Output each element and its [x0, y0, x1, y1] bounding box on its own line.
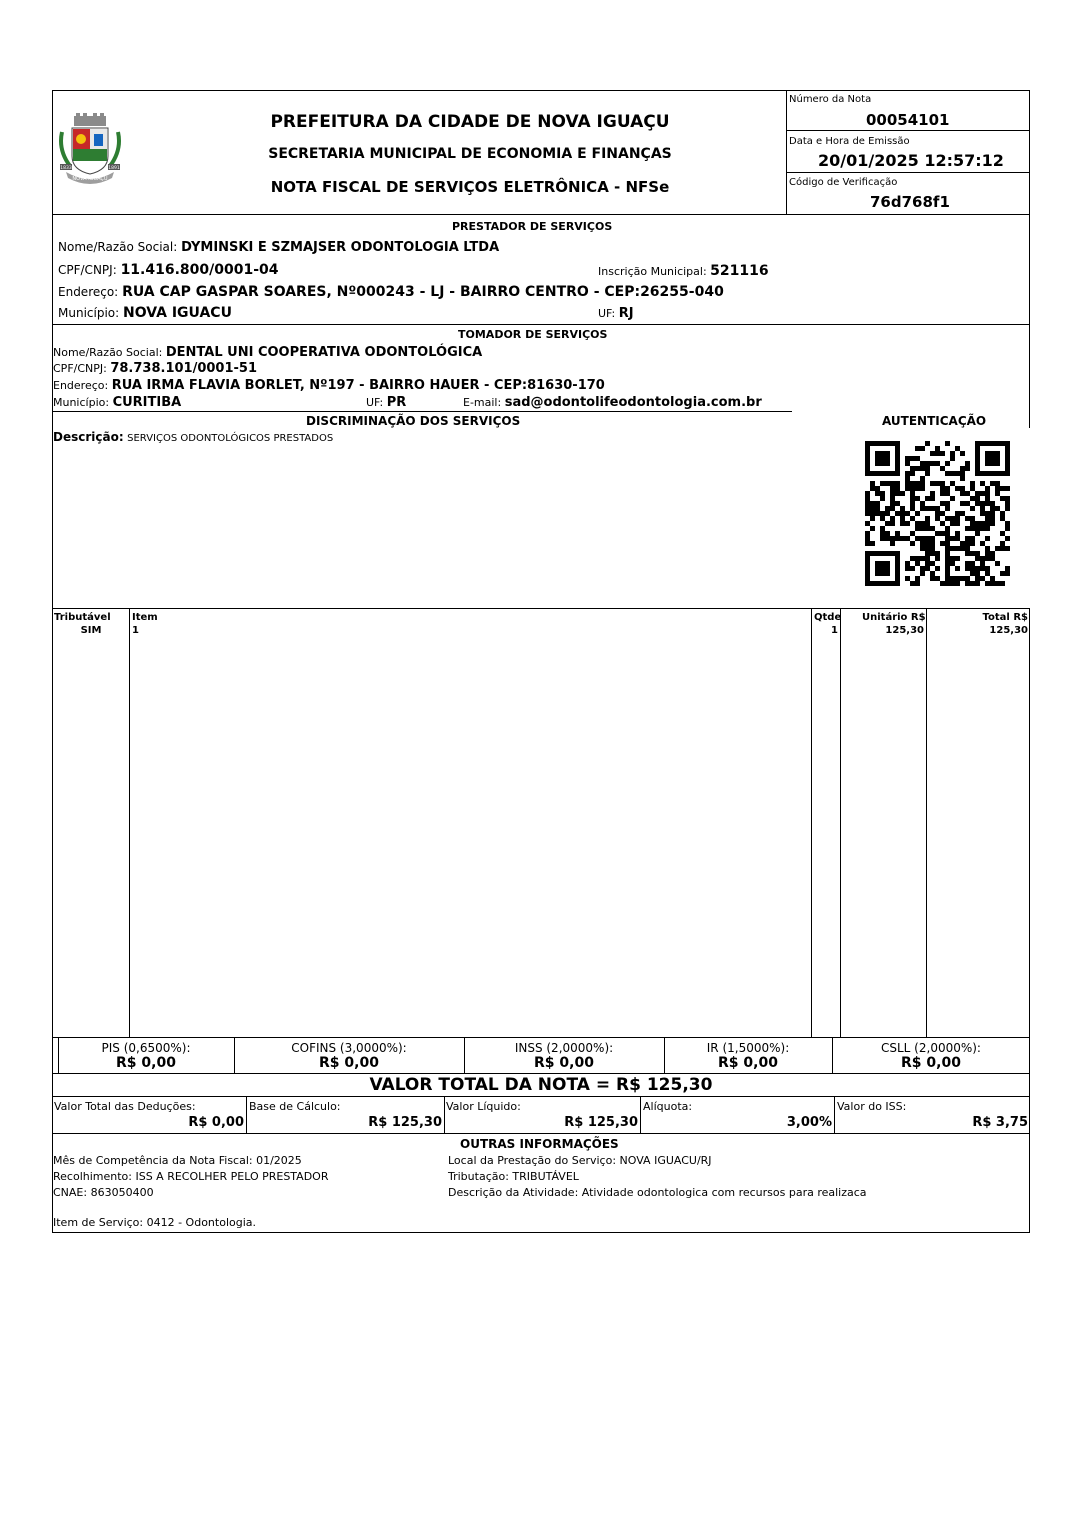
prestador-municipio-row [58, 305, 232, 321]
base-calculo-value: R$ 125,30 [368, 1115, 442, 1130]
row-qtde: 1 [831, 625, 838, 636]
row-unitario: 125,30 [885, 625, 924, 636]
tomador-municipio-label: Município: [53, 396, 110, 409]
item-servico: Item de Serviço: 0412 - Odontologia. [53, 1216, 257, 1229]
col-header-item: Item [132, 612, 158, 623]
col-header-unitario: Unitário R$ [862, 612, 926, 623]
col-header-tributavel: Tributável [54, 612, 111, 623]
tomador-nome-label: Nome/Razão Social: [53, 346, 163, 359]
valor-liquido-value: R$ 125,30 [564, 1115, 638, 1130]
prestador-im-row [598, 263, 769, 279]
valor-iss-value: R$ 3,75 [972, 1115, 1028, 1130]
outras-info-title: OUTRAS INFORMAÇÕES [460, 1137, 619, 1151]
logo-name: NOVA IGUAÇU [72, 176, 108, 182]
prestador-section-title: PRESTADOR DE SERVIÇOS [452, 220, 613, 233]
recolhimento: Recolhimento: ISS A RECOLHER PELO PRESTADOR [53, 1170, 329, 1183]
prestador-uf-label: UF: [598, 307, 616, 320]
csll-value: R$ 0,00 [901, 1055, 961, 1071]
deducoes-value: R$ 0,00 [188, 1115, 244, 1130]
col-header-qtde: Qtde [814, 612, 842, 623]
prestador-im: 521116 [710, 263, 769, 279]
tomador-endereco: RUA IRMA FLAVIA BORLET, Nº197 - BAIRRO HAUER - CEP:81630-170 [111, 378, 605, 393]
tomador-cnpj-label: CPF/CNPJ: [53, 362, 107, 375]
col-header-total: Total R$ [982, 612, 1028, 623]
base-calculo-label: Base de Cálculo: [249, 1100, 341, 1113]
row-item: 1 [132, 625, 139, 636]
tomador-endereco-row [53, 378, 605, 393]
logo-year-right: 1891 [108, 166, 120, 171]
cnae: CNAE: 863050400 [53, 1186, 154, 1199]
prestador-cnpj-row [58, 262, 279, 278]
prestador-im-label: Inscrição Municipal: [598, 265, 707, 278]
ir-value: R$ 0,00 [718, 1055, 778, 1071]
prefeitura-title: PREFEITURA DA CIDADE DE NOVA IGUAÇU [270, 112, 670, 132]
descricao-row [53, 430, 333, 444]
valor-iss-label: Valor do ISS: [837, 1100, 907, 1113]
tomador-endereco-label: Endereço: [53, 379, 109, 392]
inss-label: INSS (2,0000%): [514, 1041, 614, 1055]
prestador-cnpj-label: CPF/CNPJ: [58, 263, 117, 277]
deducoes-label: Valor Total das Deduções: [54, 1100, 196, 1113]
data-emissao-label: Data e Hora de Emissão [789, 136, 910, 147]
prestador-municipio: NOVA IGUACU [123, 305, 232, 321]
tributacao: Tributação: TRIBUTÁVEL [448, 1170, 579, 1183]
codigo-verificacao-label: Código de Verificação [789, 177, 898, 188]
competencia: Mês de Competência da Nota Fiscal: 01/2025 [53, 1154, 302, 1167]
prestador-nome: DYMINSKI E SZMAJSER ODONTOLOGIA LTDA [181, 240, 500, 255]
tomador-cnpj: 78.738.101/0001-51 [110, 361, 257, 376]
tomador-email-row [463, 395, 762, 410]
numero-nota-label: Número da Nota [789, 94, 872, 105]
pis-value: R$ 0,00 [116, 1055, 176, 1071]
tomador-uf-label: UF: [366, 396, 384, 409]
tomador-nome-row [53, 345, 482, 360]
prestador-endereco-label: Endereço: [58, 285, 119, 299]
discriminacao-section-title: DISCRIMINAÇÃO DOS SERVIÇOS [306, 414, 521, 428]
csll-label: CSLL (2,0000%): [881, 1041, 981, 1055]
tomador-email: sad@odontolifeodontologia.com.br [504, 395, 762, 410]
descricao-text: SERVIÇOS ODONTOLÓGICOS PRESTADOS [127, 433, 334, 444]
prestador-cnpj: 11.416.800/0001-04 [120, 262, 279, 278]
tomador-email-label: E-mail: [463, 396, 502, 409]
row-total: 125,30 [989, 625, 1028, 636]
tomador-municipio-row [53, 395, 181, 410]
logo-year-left: 1833 [60, 166, 72, 171]
descricao-label: Descrição: [53, 430, 124, 444]
data-emissao: 20/01/2025 12:57:12 [818, 151, 1004, 170]
pis-label: PIS (0,6500%): [101, 1041, 191, 1055]
codigo-verificacao: 76d768f1 [870, 193, 950, 211]
prestador-uf-row [598, 306, 634, 321]
tomador-uf-row [366, 395, 406, 410]
tomador-municipio: CURITIBA [112, 395, 182, 410]
row-tributavel: SIM [80, 625, 102, 636]
numero-nota: 00054101 [866, 111, 950, 129]
authentication-qr-code [865, 441, 1017, 591]
prestador-nome-row [58, 240, 499, 255]
prestador-municipio-label: Município: [58, 306, 120, 320]
inss-value: R$ 0,00 [534, 1055, 594, 1071]
descricao-atividade: Descrição da Atividade: Atividade odontologica com recursos para realizaca [448, 1186, 867, 1199]
cofins-label: COFINS (3,0000%): [291, 1041, 407, 1055]
cofins-value: R$ 0,00 [319, 1055, 379, 1071]
secretaria-title: SECRETARIA MUNICIPAL DE ECONOMIA E FINANÇAS [268, 146, 672, 162]
valor-total-nota: VALOR TOTAL DA NOTA = R$ 125,30 [369, 1075, 713, 1095]
qr-modules [865, 441, 1010, 586]
prestador-nome-label: Nome/Razão Social: [58, 240, 178, 254]
nfse-title: NOTA FISCAL DE SERVIÇOS ELETRÔNICA - NFSe [270, 178, 670, 196]
valor-liquido-label: Valor Líquido: [446, 1100, 521, 1113]
prestador-endereco: RUA CAP GASPAR SOARES, Nº000243 - LJ - BAIRRO CENTRO - CEP:26255-040 [122, 284, 724, 300]
tomador-section-title: TOMADOR DE SERVIÇOS [458, 328, 608, 341]
tomador-uf: PR [386, 395, 407, 410]
ir-label: IR (1,5000%): [706, 1041, 790, 1055]
prestador-endereco-row [58, 284, 724, 300]
aliquota-label: Alíquota: [643, 1100, 693, 1113]
tomador-nome: DENTAL UNI COOPERATIVA ODONTOLÓGICA [165, 345, 483, 360]
city-coat-of-arms-logo [56, 112, 124, 184]
aliquota-value: 3,00% [786, 1115, 832, 1130]
tomador-cnpj-row [53, 361, 257, 376]
prestador-uf: RJ [618, 306, 634, 321]
autenticacao-title: AUTENTICAÇÃO [882, 414, 987, 428]
local-prestacao: Local da Prestação do Serviço: NOVA IGUACU/RJ [448, 1154, 712, 1167]
